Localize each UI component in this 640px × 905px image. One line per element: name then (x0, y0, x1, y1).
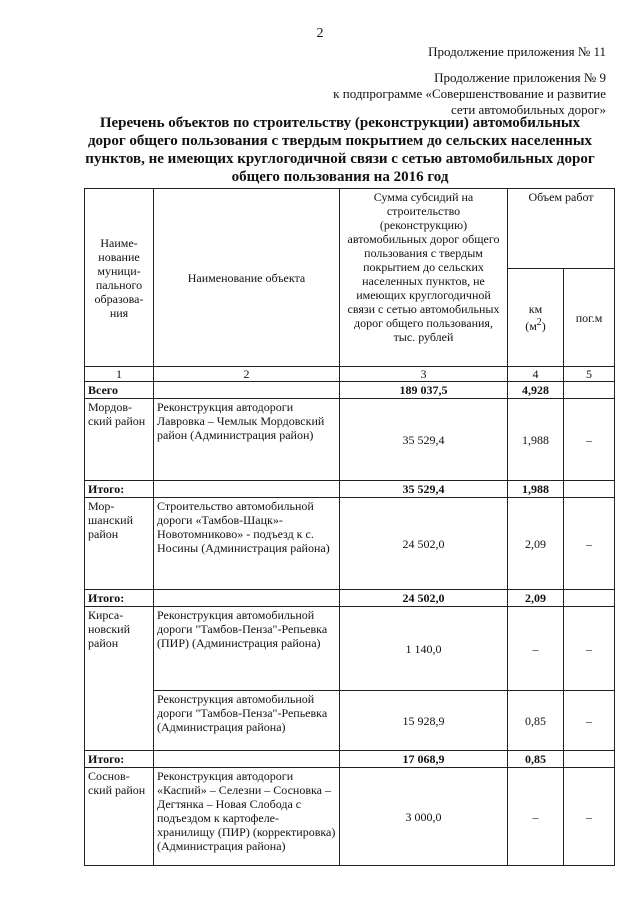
total-object (154, 382, 340, 399)
pogm-cell: – (564, 691, 615, 751)
object-cell: Реконструкция автомобильной дороги "Тамбов-Пенза"-Репьевка (Администрация района) (154, 691, 340, 751)
total-pogm (564, 382, 615, 399)
itogo-sum: 35 529,4 (340, 481, 508, 498)
col-index-3: 3 (340, 367, 508, 382)
itogo-km: 1,988 (508, 481, 564, 498)
sum-cell: 35 529,4 (340, 399, 508, 481)
sum-cell: 3 000,0 (340, 768, 508, 866)
appendix-9-note (333, 70, 606, 118)
itogo-object (154, 590, 340, 607)
pogm-cell: – (564, 768, 615, 866)
header-object: Наименование объекта (154, 189, 340, 367)
itogo-sum: 24 502,0 (340, 590, 508, 607)
itogo-label: Итого: (85, 481, 154, 498)
header-municipality: Наиме-нование муници-пального образова-ния (85, 189, 154, 367)
itogo-pogm (564, 590, 615, 607)
object-cell: Строительство автомобильной дороги «Тамбов-Шацк»-Новотомниково» - подъезд к с. Носины (Администрация района) (154, 498, 340, 590)
col-index-2: 2 (154, 367, 340, 382)
district-cell: Мордов-ский район (85, 399, 154, 481)
itogo-sum: 17 068,9 (340, 751, 508, 768)
km-cell: 0,85 (508, 691, 564, 751)
itogo-km: 0,85 (508, 751, 564, 768)
km-cell: – (508, 768, 564, 866)
col-index-5: 5 (564, 367, 615, 382)
district-cell: Соснов-ский район (85, 768, 154, 866)
total-km: 4,928 (508, 382, 564, 399)
district-cell: Мор-шанский район (85, 498, 154, 590)
object-cell: Реконструкция автодороги «Каспий» – Селезни – Сосновка – Дегтянка – Новая Слобода с подъездом к картофеле-хранилищу (ПИР) (корректировка) (Администрация района) (154, 768, 340, 866)
itogo-pogm (564, 481, 615, 498)
total-label: Всего (85, 382, 154, 399)
subprogram-line-2: сети автомобильных дорог» (450, 102, 606, 117)
object-cell: Реконструкция автомобильной дороги "Тамбов-Пенза"-Репьевка (ПИР) (Администрация района) (154, 607, 340, 691)
subprogram-line-1: к подпрограмме «Совершенствование и развитие (333, 86, 606, 101)
km-cell: 1,988 (508, 399, 564, 481)
appendix-9-line: Продолжение приложения № 9 (434, 70, 606, 85)
page-number: 2 (316, 26, 324, 41)
col-index-1: 1 (85, 367, 154, 382)
itogo-pogm (564, 751, 615, 768)
col-index-4: 4 (508, 367, 564, 382)
header-sum: Сумма субсидий на строительство (реконструкцию) автомобильных дорог общего пользования с твердым покрытием до сельских населенных пунктов, не имеющих круглогодичной связи с сетью автомобильных дорог общего пользования, тыс. рублей (340, 189, 508, 367)
itogo-label: Итого: (85, 590, 154, 607)
km-cell: 2,09 (508, 498, 564, 590)
pogm-cell: – (564, 399, 615, 481)
objects-table (84, 188, 615, 866)
appendix-11-note: Продолжение приложения № 11 (428, 44, 606, 59)
document-title: Перечень объектов по строительству (реконструкции) автомобильных дорог общего пользования с твердым покрытием до сельских населенных пунктов, не имеющих круглогодичной связи с сетью автомобильных дорог общего пользования на 2016 год (85, 115, 595, 185)
sum-cell: 15 928,9 (340, 691, 508, 751)
district-cell: Кирса-новский район (85, 607, 154, 751)
km-cell: – (508, 607, 564, 691)
object-cell: Реконструкция автодороги Лавровка – Чемлык Мордовский район (Администрация район) (154, 399, 340, 481)
header-volume: Объем работ (508, 189, 615, 269)
itogo-object (154, 751, 340, 768)
total-sum: 189 037,5 (340, 382, 508, 399)
sum-cell: 1 140,0 (340, 607, 508, 691)
pogm-cell: – (564, 607, 615, 691)
header-km: км $(м^2)$ (508, 269, 564, 367)
pogm-cell: – (564, 498, 615, 590)
header-pogm: пог.м (564, 269, 615, 367)
sum-cell: 24 502,0 (340, 498, 508, 590)
itogo-object (154, 481, 340, 498)
itogo-km: 2,09 (508, 590, 564, 607)
itogo-label: Итого: (85, 751, 154, 768)
